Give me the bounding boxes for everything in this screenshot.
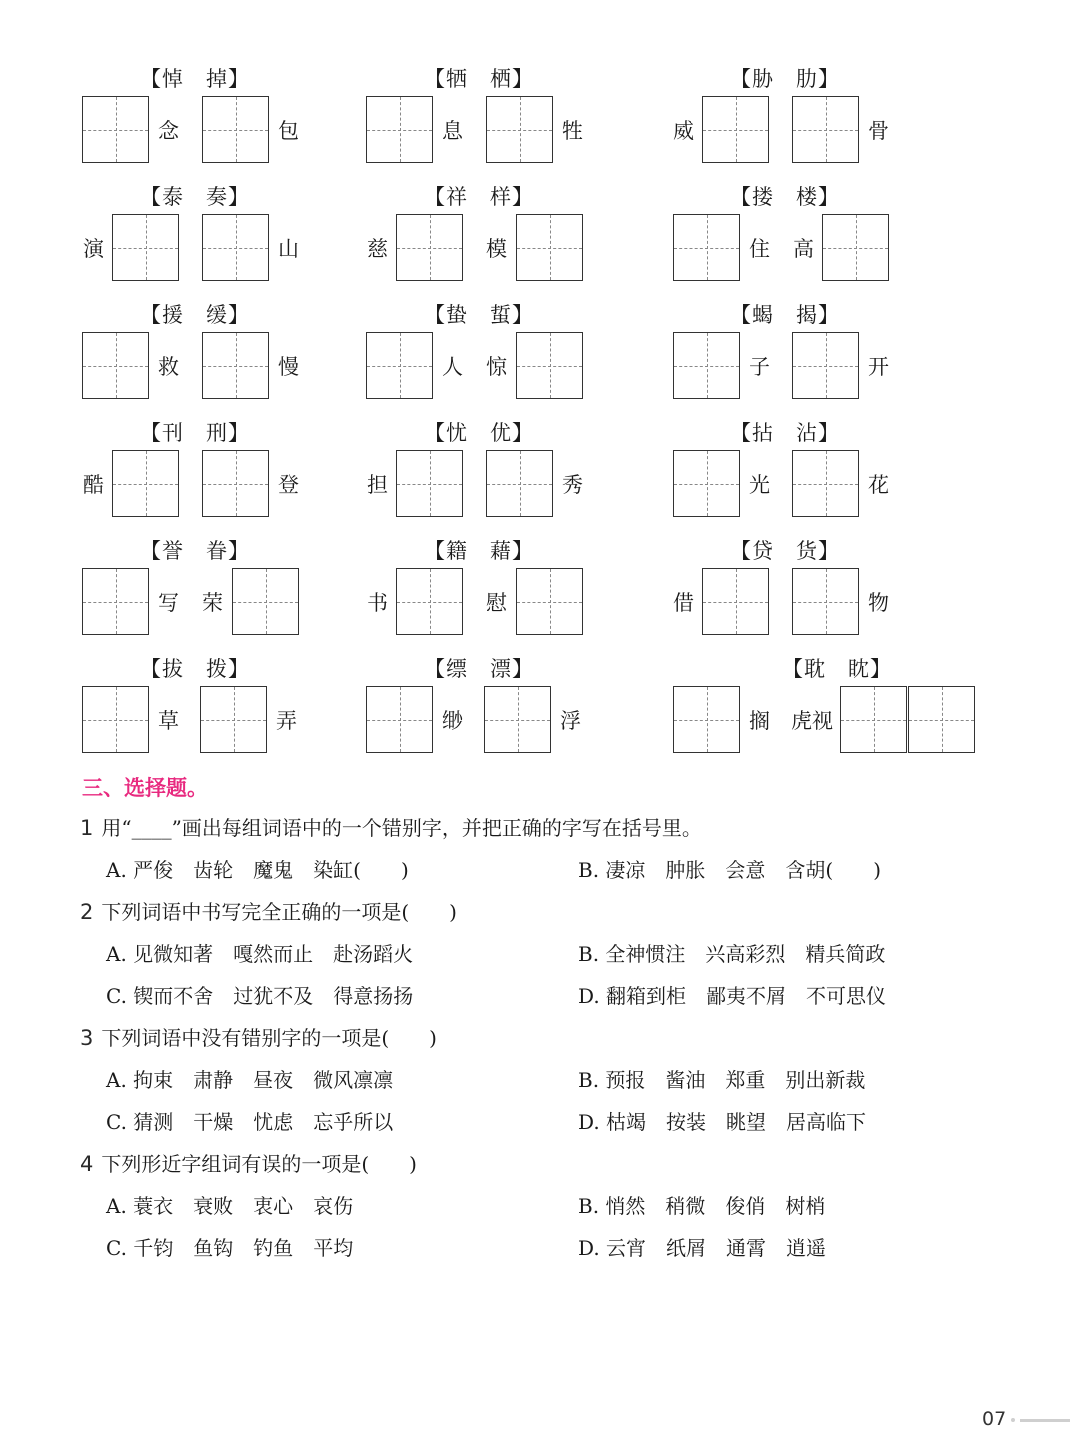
group-header: 【籍 藉】	[424, 539, 534, 563]
option-right[interactable]: B. 预报 酱油 郑重 别出新裁	[578, 1068, 866, 1092]
group-header: 【援 缓】	[140, 303, 250, 327]
group-header: 【耽 眈】	[782, 657, 892, 681]
question-text: 下列词语中书写完全正确的一项是( )	[101, 900, 457, 924]
word-character: 模	[486, 237, 507, 261]
question-number: 3	[80, 1026, 94, 1050]
word-character: 秀	[562, 473, 583, 497]
word-character: 虎视	[791, 709, 833, 733]
group-header: 【悼 掉】	[140, 67, 250, 91]
writing-box[interactable]	[202, 332, 269, 399]
question-stem	[80, 898, 457, 926]
writing-box[interactable]	[822, 214, 889, 281]
group-header: 【胁 肋】	[730, 67, 840, 91]
question-stem	[80, 1024, 437, 1052]
writing-box[interactable]	[908, 686, 975, 753]
word-character: 骨	[868, 119, 889, 143]
option-right[interactable]: D. 枯竭 按装 眺望 居高临下	[578, 1110, 867, 1134]
writing-box[interactable]	[112, 450, 179, 517]
group-header: 【拈 沾】	[730, 421, 840, 445]
option-right[interactable]: B. 悄然 稍微 俊俏 树梢	[578, 1194, 826, 1218]
writing-box[interactable]	[673, 450, 740, 517]
writing-box[interactable]	[202, 214, 269, 281]
group-header: 【誉 眷】	[140, 539, 250, 563]
writing-box[interactable]	[702, 568, 769, 635]
word-character: 惊	[486, 355, 507, 379]
writing-box[interactable]	[232, 568, 299, 635]
word-character: 写	[158, 591, 179, 615]
word-character: 浮	[560, 709, 581, 733]
word-character: 威	[673, 119, 694, 143]
word-character: 缈	[442, 709, 463, 733]
writing-box[interactable]	[396, 450, 463, 517]
writing-box[interactable]	[202, 450, 269, 517]
word-character: 开	[868, 355, 889, 379]
writing-box[interactable]	[792, 96, 859, 163]
writing-box[interactable]	[82, 332, 149, 399]
option-left[interactable]: A. 严俊 齿轮 魔鬼 染缸( )	[106, 858, 409, 882]
group-header: 【蝎 揭】	[730, 303, 840, 327]
group-header: 【祥 样】	[424, 185, 534, 209]
word-character: 息	[442, 119, 463, 143]
word-character: 草	[158, 709, 179, 733]
group-header: 【牺 栖】	[424, 67, 534, 91]
writing-box[interactable]	[366, 332, 433, 399]
word-character: 包	[278, 119, 299, 143]
option-left[interactable]: A. 拘束 肃静 昼夜 微风凛凛	[106, 1068, 394, 1092]
word-character: 念	[158, 119, 179, 143]
word-character: 慢	[278, 355, 299, 379]
writing-box[interactable]	[840, 686, 907, 753]
section-title: 三、选择题。	[82, 776, 208, 800]
word-character: 光	[749, 473, 770, 497]
group-header: 【泰 奏】	[140, 185, 250, 209]
writing-box[interactable]	[702, 96, 769, 163]
option-left[interactable]: A. 蓑衣 衰败 衷心 哀伤	[106, 1194, 354, 1218]
word-character: 慈	[367, 237, 388, 261]
writing-box[interactable]	[396, 568, 463, 635]
writing-box[interactable]	[82, 96, 149, 163]
word-character: 山	[278, 237, 299, 261]
option-left[interactable]: C. 猜测 干燥 忧虑 忘乎所以	[106, 1110, 394, 1134]
group-header: 【缥 漂】	[424, 657, 534, 681]
group-header: 【刊 刑】	[140, 421, 250, 445]
option-left[interactable]: C. 千钧 鱼钩 钓鱼 平均	[106, 1236, 354, 1260]
word-character: 担	[367, 473, 388, 497]
question-text: 下列形近字组词有误的一项是( )	[101, 1152, 417, 1176]
word-character: 花	[868, 473, 889, 497]
word-character: 牲	[562, 119, 583, 143]
question-stem	[80, 814, 702, 842]
writing-box[interactable]	[486, 96, 553, 163]
page-decoration-bar	[1020, 1419, 1070, 1422]
page-decoration-dot	[1011, 1418, 1015, 1422]
writing-box[interactable]	[673, 686, 740, 753]
writing-box[interactable]	[82, 568, 149, 635]
group-header: 【搂 楼】	[730, 185, 840, 209]
word-character: 住	[749, 237, 770, 261]
option-right[interactable]: D. 云宵 纸屑 通霄 逍遥	[578, 1236, 827, 1260]
writing-box[interactable]	[202, 96, 269, 163]
option-right[interactable]: B. 全神惯注 兴高彩烈 精兵简政	[578, 942, 886, 966]
writing-box[interactable]	[792, 450, 859, 517]
word-character: 书	[367, 591, 388, 615]
group-header: 【拔 拨】	[140, 657, 250, 681]
question-number: 1	[80, 816, 94, 840]
question-text: 用“____”画出每组词语中的一个错别字，并把正确的字写在括号里。	[101, 816, 702, 840]
option-right[interactable]: D. 翻箱到柜 鄙夷不屑 不可思仪	[578, 984, 887, 1008]
option-left[interactable]: A. 见微知著 嘎然而止 赴汤蹈火	[106, 942, 414, 966]
writing-box[interactable]	[516, 568, 583, 635]
word-character: 物	[868, 591, 889, 615]
word-character: 救	[158, 355, 179, 379]
writing-box[interactable]	[366, 686, 433, 753]
page-number: 07	[982, 1408, 1007, 1430]
group-header: 【忧 优】	[424, 421, 534, 445]
word-character: 慰	[486, 591, 507, 615]
writing-box[interactable]	[82, 686, 149, 753]
question-text: 下列词语中没有错别字的一项是( )	[101, 1026, 437, 1050]
writing-box[interactable]	[673, 214, 740, 281]
writing-box[interactable]	[486, 450, 553, 517]
word-character: 演	[83, 237, 104, 261]
question-number: 2	[80, 900, 94, 924]
option-right[interactable]: B. 凄凉 肿胀 会意 含胡( )	[578, 858, 882, 882]
question-stem	[80, 1150, 417, 1178]
word-character: 登	[278, 473, 299, 497]
word-character: 高	[793, 237, 814, 261]
option-left[interactable]: C. 锲而不舍 过犹不及 得意扬扬	[106, 984, 414, 1008]
word-character: 酷	[83, 473, 104, 497]
word-character: 人	[442, 355, 463, 379]
writing-box[interactable]	[792, 332, 859, 399]
word-character: 借	[673, 591, 694, 615]
word-character: 搁	[749, 709, 770, 733]
writing-box[interactable]	[673, 332, 740, 399]
writing-box[interactable]	[516, 214, 583, 281]
word-character: 子	[749, 355, 770, 379]
writing-box[interactable]	[200, 686, 267, 753]
writing-box[interactable]	[366, 96, 433, 163]
group-header: 【贷 货】	[730, 539, 840, 563]
writing-box[interactable]	[792, 568, 859, 635]
word-character: 弄	[276, 709, 297, 733]
group-header: 【蛰 蜇】	[424, 303, 534, 327]
writing-box[interactable]	[396, 214, 463, 281]
writing-box[interactable]	[112, 214, 179, 281]
word-character: 荣	[202, 591, 223, 615]
question-number: 4	[80, 1152, 94, 1176]
writing-box[interactable]	[484, 686, 551, 753]
writing-box[interactable]	[516, 332, 583, 399]
